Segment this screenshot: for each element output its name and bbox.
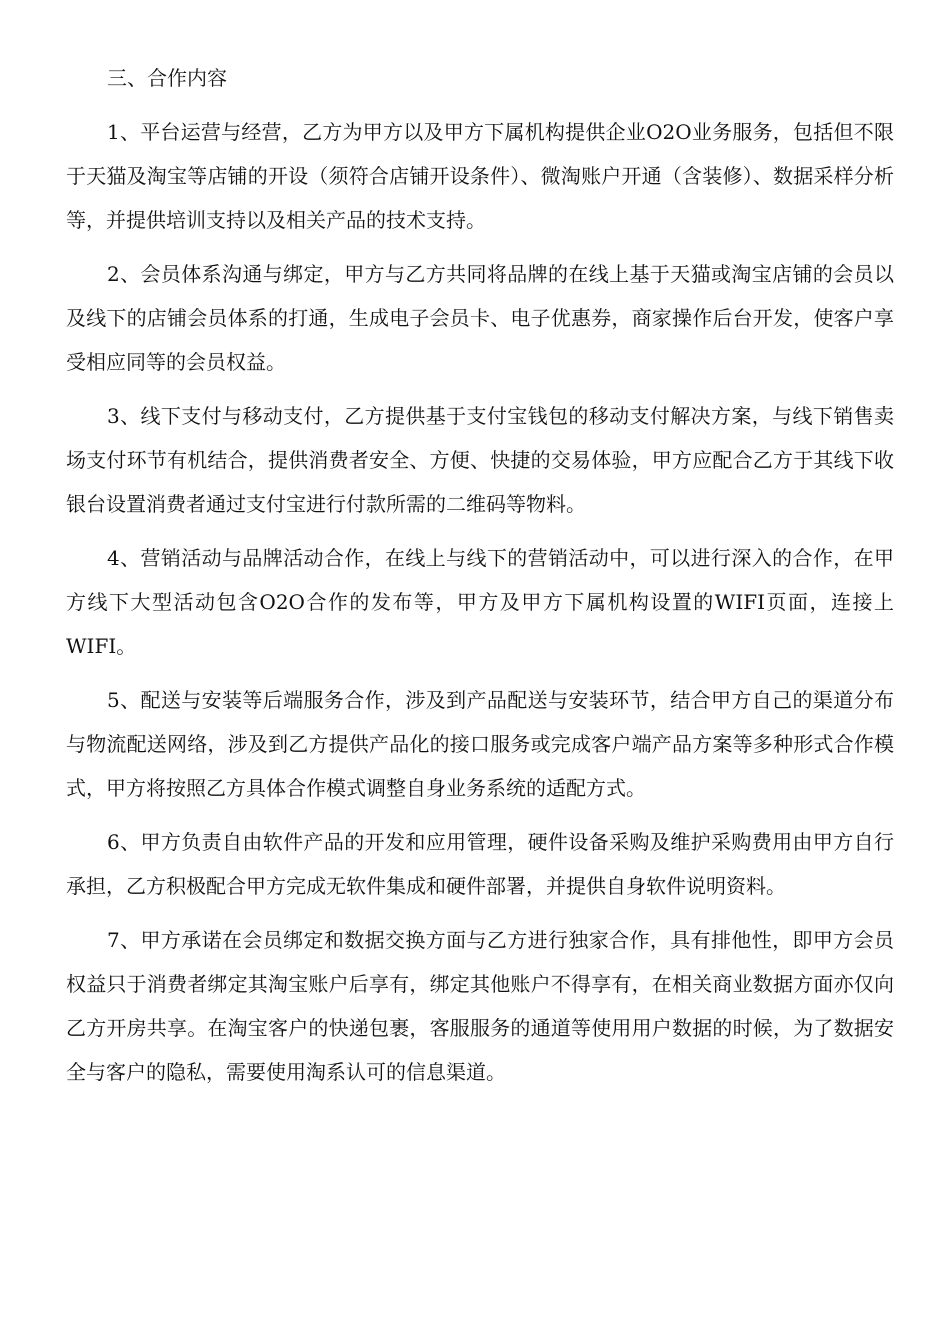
clause-6: 6、甲方负责自由软件产品的开发和应用管理，硬件设备采购及维护采购费用由甲方自行承担，乙方积极配合甲方完成无软件集成和硬件部署，并提供自身软件说明资料。: [66, 830, 894, 898]
clause-2: 2、会员体系沟通与绑定，甲方与乙方共同将品牌的在线上基于天猫或淘宝店铺的会员以及线下的店铺会员体系的打通，生成电子会员卡、电子优惠券，商家操作后台开发，使客户享受相应同等的会员权益。: [66, 262, 894, 374]
clause-7: 7、甲方承诺在会员绑定和数据交换方面与乙方进行独家合作，具有排他性，即甲方会员权益只于消费者绑定其淘宝账户后享有，绑定其他账户不得享有，在相关商业数据方面亦仅向乙方开房共享。在淘宝客户的快递包裹，客服服务的通道等使用用户数据的时候，为了数据安全与客户的隐私，需要使用淘系认可的信息渠道。: [66, 928, 894, 1084]
clause-1: 1、平台运营与经营，乙方为甲方以及甲方下属机构提供企业O2O业务服务，包括但不限于天猫及淘宝等店铺的开设（须符合店铺开设条件）、微淘账户开通（含装修）、数据采样分析等，并提供培训支持以及相关产品的技术支持。: [66, 120, 894, 232]
clause-3: 3、线下支付与移动支付，乙方提供基于支付宝钱包的移动支付解决方案，与线下销售卖场支付环节有机结合，提供消费者安全、方便、快捷的交易体验，甲方应配合乙方于其线下收银台设置消费者通过支付宝进行付款所需的二维码等物料。: [66, 404, 894, 516]
clause-5: 5、配送与安装等后端服务合作，涉及到产品配送与安装环节，结合甲方自己的渠道分布与物流配送网络，涉及到乙方提供产品化的接口服务或完成客户端产品方案等多种形式合作模式，甲方将按照乙方具体合作模式调整自身业务系统的适配方式。: [66, 688, 894, 800]
section-title: 三、合作内容: [107, 66, 227, 90]
document-body: [66, 56, 894, 1104]
clause-4: 4、营销活动与品牌活动合作，在线上与线下的营销活动中，可以进行深入的合作，在甲方线下大型活动包含O2O合作的发布等，甲方及甲方下属机构设置的WIFI页面，连接上WIFI。: [66, 546, 894, 658]
